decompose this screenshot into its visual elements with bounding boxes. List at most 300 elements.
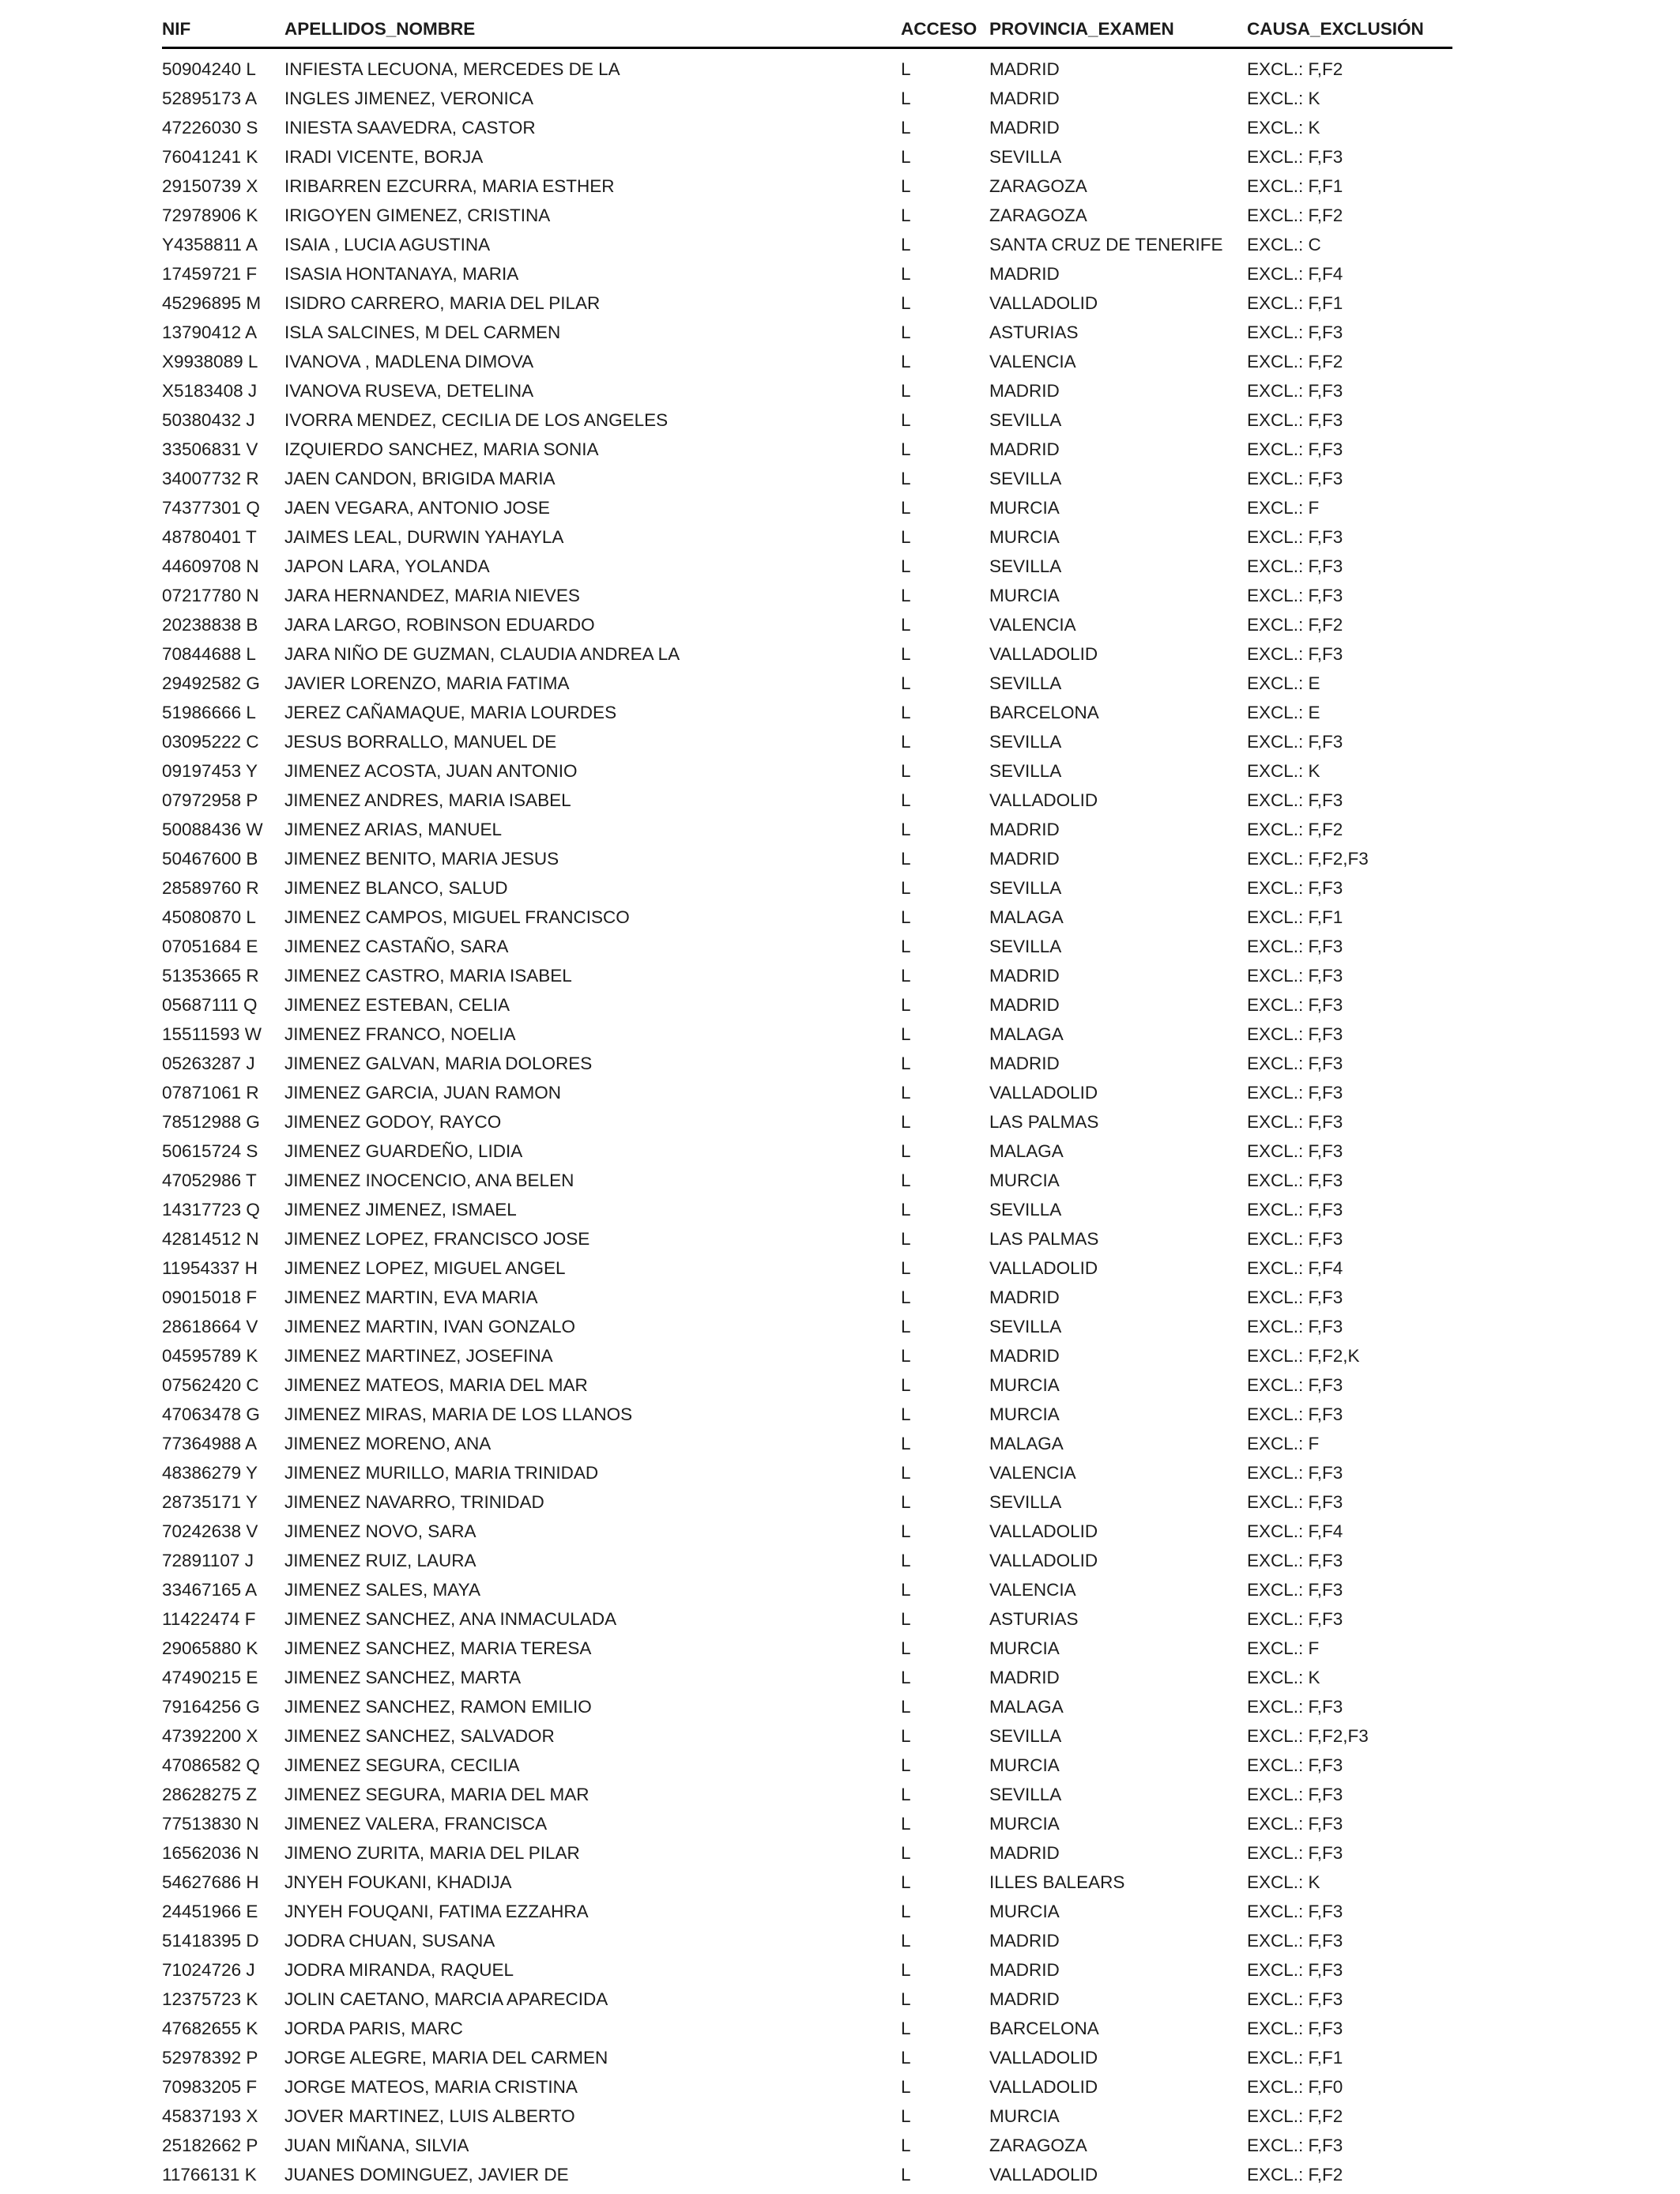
nif-cell: 29492582 G	[162, 673, 260, 693]
provincia-examen-cell: MURCIA	[989, 526, 1060, 547]
nif-cell: 11766131 K	[162, 2164, 257, 2185]
acceso-cell: L	[901, 2105, 911, 2126]
causa-exclusion-cell: EXCL.: F,F0	[1247, 2076, 1343, 2097]
provincia-examen-cell: VALLADOLID	[989, 2164, 1098, 2185]
acceso-cell: L	[901, 760, 911, 781]
nif-cell: 29065880 K	[162, 1638, 258, 1658]
nif-cell: 20238838 B	[162, 614, 258, 635]
apellidos-nombre-cell: JIMENEZ VALERA, FRANCISCA	[284, 1813, 548, 1834]
table-row	[162, 1692, 1452, 1721]
nif-cell: 42814512 N	[162, 1228, 259, 1249]
apellidos-nombre-cell: JOVER MARTINEZ, LUIS ALBERTO	[284, 2105, 575, 2126]
causa-exclusion-cell: EXCL.: F,F2,F3	[1247, 848, 1369, 869]
nif-cell: 79164256 G	[162, 1696, 260, 1717]
causa-exclusion-cell: EXCL.: F,F3	[1247, 1842, 1343, 1863]
acceso-cell: L	[901, 1140, 911, 1161]
apellidos-nombre-cell: JIMENEZ MIRAS, MARIA DE LOS LLANOS	[284, 1404, 633, 1424]
apellidos-nombre-cell: JIMENEZ MARTIN, EVA MARIA	[284, 1287, 538, 1307]
acceso-cell: L	[901, 643, 911, 664]
nif-cell: 07871061 R	[162, 1082, 259, 1103]
apellidos-nombre-cell: JIMENEZ CAMPOS, MIGUEL FRANCISCO	[284, 907, 630, 927]
provincia-examen-cell: VALLADOLID	[989, 1521, 1098, 1541]
causa-exclusion-cell: EXCL.: K	[1247, 117, 1320, 138]
provincia-examen-cell: LAS PALMAS	[989, 1111, 1099, 1132]
causa-exclusion-cell: EXCL.: F	[1247, 1638, 1320, 1658]
acceso-cell: L	[901, 2076, 911, 2097]
apellidos-nombre-cell: JIMENEZ SEGURA, MARIA DEL MAR	[284, 1784, 590, 1804]
provincia-examen-cell: MALAGA	[989, 1140, 1064, 1161]
provincia-examen-cell: SEVILLA	[989, 1784, 1062, 1804]
causa-exclusion-cell: EXCL.: K	[1247, 1872, 1320, 1892]
nif-cell: 51986666 L	[162, 702, 256, 722]
causa-exclusion-cell: EXCL.: E	[1247, 673, 1320, 693]
provincia-examen-cell: SEVILLA	[989, 1199, 1062, 1220]
causa-exclusion-cell: EXCL.: F,F4	[1247, 1521, 1343, 1541]
apellidos-nombre-cell: IVANOVA RUSEVA, DETELINA	[284, 380, 534, 401]
acceso-cell: L	[901, 673, 911, 693]
table-row	[162, 230, 1452, 259]
apellidos-nombre-cell: JIMENEZ GARCIA, JUAN RAMON	[284, 1082, 562, 1103]
provincia-examen-cell: MADRID	[989, 1989, 1060, 2009]
header-apellidos-nombre: APELLIDOS_NOMBRE	[284, 14, 901, 48]
causa-exclusion-cell: EXCL.: F,F2	[1247, 58, 1343, 79]
causa-exclusion-cell: EXCL.: F,F2	[1247, 205, 1343, 225]
causa-exclusion-cell: EXCL.: F,F3	[1247, 936, 1343, 956]
provincia-examen-cell: MURCIA	[989, 1638, 1060, 1658]
causa-exclusion-cell: EXCL.: F,F3	[1247, 790, 1343, 810]
acceso-cell: L	[901, 1111, 911, 1132]
apellidos-nombre-cell: JIMENEZ BLANCO, SALUD	[284, 877, 508, 898]
provincia-examen-cell: SEVILLA	[989, 1316, 1062, 1336]
apellidos-nombre-cell: JIMENEZ FRANCO, NOELIA	[284, 1023, 516, 1044]
acceso-cell: L	[901, 58, 911, 79]
nif-cell: 48386279 Y	[162, 1462, 258, 1483]
nif-cell: 33506831 V	[162, 439, 258, 459]
table-row	[162, 1049, 1452, 1078]
table-row	[162, 1604, 1452, 1634]
acceso-cell: L	[901, 1374, 911, 1395]
table-row	[162, 1166, 1452, 1195]
apellidos-nombre-cell: JORGE ALEGRE, MARIA DEL CARMEN	[284, 2047, 608, 2068]
provincia-examen-cell: MADRID	[989, 994, 1060, 1015]
provincia-examen-cell: SEVILLA	[989, 673, 1062, 693]
nif-cell: 17459721 F	[162, 263, 258, 284]
header-provincia-examen: PROVINCIA_EXAMEN	[989, 14, 1247, 48]
causa-exclusion-cell: EXCL.: F,F3	[1247, 1404, 1343, 1424]
nif-cell: 07562420 C	[162, 1374, 259, 1395]
apellidos-nombre-cell: JIMENEZ INOCENCIO, ANA BELEN	[284, 1170, 574, 1190]
acceso-cell: L	[901, 1345, 911, 1366]
nif-cell: 28735171 Y	[162, 1491, 258, 1512]
causa-exclusion-cell: EXCL.: F,F3	[1247, 1579, 1343, 1600]
acceso-cell: L	[901, 1082, 911, 1103]
apellidos-nombre-cell: JIMENEZ LOPEZ, FRANCISCO JOSE	[284, 1228, 590, 1249]
table-row	[162, 1926, 1452, 1955]
nif-cell: 05687111 Q	[162, 994, 258, 1015]
acceso-cell: L	[901, 1901, 911, 1921]
table-row	[162, 201, 1452, 230]
table-row	[162, 639, 1452, 669]
provincia-examen-cell: MURCIA	[989, 1170, 1060, 1190]
apellidos-nombre-cell: JIMENEZ SANCHEZ, SALVADOR	[284, 1725, 555, 1746]
nif-cell: 70983205 F	[162, 2076, 258, 2097]
apellidos-nombre-cell: IZQUIERDO SANCHEZ, MARIA SONIA	[284, 439, 599, 459]
causa-exclusion-cell: EXCL.: F,F3	[1247, 146, 1343, 167]
acceso-cell: L	[901, 1696, 911, 1717]
table-row	[162, 903, 1452, 932]
causa-exclusion-cell: EXCL.: F,F3	[1247, 439, 1343, 459]
provincia-examen-cell: MADRID	[989, 117, 1060, 138]
nif-cell: 07217780 N	[162, 585, 259, 605]
provincia-examen-cell: VALLADOLID	[989, 1257, 1098, 1278]
nif-cell: 47490215 E	[162, 1667, 258, 1687]
exclusion-list-table	[162, 14, 1452, 2189]
acceso-cell: L	[901, 1989, 911, 2009]
acceso-cell: L	[901, 2135, 911, 2155]
apellidos-nombre-cell: ISLA SALCINES, M DEL CARMEN	[284, 322, 561, 342]
acceso-cell: L	[901, 1404, 911, 1424]
provincia-examen-cell: MADRID	[989, 1842, 1060, 1863]
apellidos-nombre-cell: IRADI VICENTE, BORJA	[284, 146, 484, 167]
table-row	[162, 2131, 1452, 2160]
table-row	[162, 1429, 1452, 1458]
provincia-examen-cell: MADRID	[989, 1287, 1060, 1307]
acceso-cell: L	[901, 468, 911, 488]
table-row	[162, 376, 1452, 405]
nif-cell: 77364988 A	[162, 1433, 258, 1453]
nif-cell: 11422474 F	[162, 1608, 256, 1629]
apellidos-nombre-cell: JAEN VEGARA, ANTONIO JOSE	[284, 497, 550, 518]
causa-exclusion-cell: EXCL.: F,F3	[1247, 2135, 1343, 2155]
table-row	[162, 172, 1452, 201]
acceso-cell: L	[901, 2047, 911, 2068]
apellidos-nombre-cell: JIMENEZ MARTINEZ, JOSEFINA	[284, 1345, 553, 1366]
acceso-cell: L	[901, 1755, 911, 1775]
causa-exclusion-cell: EXCL.: F,F3	[1247, 1228, 1343, 1249]
provincia-examen-cell: MURCIA	[989, 585, 1060, 605]
provincia-examen-cell: VALENCIA	[989, 1579, 1076, 1600]
apellidos-nombre-cell: JIMENEZ SANCHEZ, RAMON EMILIO	[284, 1696, 592, 1717]
acceso-cell: L	[901, 1784, 911, 1804]
apellidos-nombre-cell: IRIBARREN EZCURRA, MARIA ESTHER	[284, 175, 615, 196]
acceso-cell: L	[901, 1842, 911, 1863]
provincia-examen-cell: MALAGA	[989, 907, 1064, 927]
provincia-examen-cell: MALAGA	[989, 1696, 1064, 1717]
table-row	[162, 1546, 1452, 1575]
nif-cell: 07051684 E	[162, 936, 258, 956]
table-row	[162, 961, 1452, 990]
apellidos-nombre-cell: JIMENEZ MORENO, ANA	[284, 1433, 492, 1453]
provincia-examen-cell: VALLADOLID	[989, 1550, 1098, 1570]
nif-cell: 52978392 P	[162, 2047, 258, 2068]
causa-exclusion-cell: EXCL.: F,F3	[1247, 1111, 1343, 1132]
causa-exclusion-cell: EXCL.: F,F2	[1247, 614, 1343, 635]
causa-exclusion-cell: EXCL.: F,F2	[1247, 819, 1343, 839]
apellidos-nombre-cell: IVANOVA , MADLENA DIMOVA	[284, 351, 534, 371]
acceso-cell: L	[901, 409, 911, 430]
table-header	[162, 14, 1452, 48]
apellidos-nombre-cell: INIESTA SAAVEDRA, CASTOR	[284, 117, 536, 138]
nif-cell: 47086582 Q	[162, 1755, 260, 1775]
nif-cell: 45296895 M	[162, 292, 262, 313]
nif-cell: 15511593 W	[162, 1023, 262, 1044]
causa-exclusion-cell: EXCL.: F,F2,K	[1247, 1345, 1360, 1366]
table-row	[162, 756, 1452, 786]
nif-cell: 28618664 V	[162, 1316, 258, 1336]
nif-cell: 50380432 J	[162, 409, 255, 430]
causa-exclusion-cell: EXCL.: F,F3	[1247, 468, 1343, 488]
table-row	[162, 1341, 1452, 1370]
acceso-cell: L	[901, 1930, 911, 1951]
table-row	[162, 1634, 1452, 1663]
apellidos-nombre-cell: JODRA MIRANDA, RAQUEL	[284, 1959, 514, 1980]
provincia-examen-cell: MURCIA	[989, 1813, 1060, 1834]
provincia-examen-cell: SEVILLA	[989, 1725, 1062, 1746]
provincia-examen-cell: SEVILLA	[989, 1491, 1062, 1512]
table-row	[162, 1224, 1452, 1253]
nif-cell: 51418395 D	[162, 1930, 259, 1951]
table-row	[162, 464, 1452, 493]
apellidos-nombre-cell: JIMENEZ ANDRES, MARIA ISABEL	[284, 790, 571, 810]
nif-cell: 45837193 X	[162, 2105, 258, 2126]
table-body	[162, 48, 1452, 2190]
provincia-examen-cell: BARCELONA	[989, 2018, 1099, 2038]
provincia-examen-cell: SEVILLA	[989, 731, 1062, 752]
provincia-examen-cell: MURCIA	[989, 1901, 1060, 1921]
causa-exclusion-cell: EXCL.: F,F3	[1247, 1696, 1343, 1717]
table-row	[162, 2014, 1452, 2043]
table-row	[162, 1721, 1452, 1751]
causa-exclusion-cell: EXCL.: F,F3	[1247, 1959, 1343, 1980]
provincia-examen-cell: ZARAGOZA	[989, 175, 1087, 196]
apellidos-nombre-cell: JESUS BORRALLO, MANUEL DE	[284, 731, 557, 752]
provincia-examen-cell: MALAGA	[989, 1023, 1064, 1044]
causa-exclusion-cell: EXCL.: F,F3	[1247, 1989, 1343, 2009]
apellidos-nombre-cell: JIMENEZ ESTEBAN, CELIA	[284, 994, 510, 1015]
table-row	[162, 493, 1452, 522]
nif-cell: 70242638 V	[162, 1521, 258, 1541]
provincia-examen-cell: MADRID	[989, 1345, 1060, 1366]
causa-exclusion-cell: EXCL.: F,F3	[1247, 1901, 1343, 1921]
table-row	[162, 1897, 1452, 1926]
acceso-cell: L	[901, 351, 911, 371]
table-row	[162, 1020, 1452, 1049]
nif-cell: 50904240 L	[162, 58, 256, 79]
nif-cell: 47682655 K	[162, 2018, 258, 2038]
causa-exclusion-cell: EXCL.: C	[1247, 234, 1321, 254]
nif-cell: 05263287 J	[162, 1053, 255, 1073]
acceso-cell: L	[901, 175, 911, 196]
apellidos-nombre-cell: JIMENEZ CASTAÑO, SARA	[284, 936, 509, 956]
causa-exclusion-cell: EXCL.: F,F3	[1247, 556, 1343, 576]
apellidos-nombre-cell: JIMENEZ SANCHEZ, MARIA TERESA	[284, 1638, 592, 1658]
table-row	[162, 259, 1452, 288]
apellidos-nombre-cell: JIMENEZ SEGURA, CECILIA	[284, 1755, 520, 1775]
nif-cell: 48780401 T	[162, 526, 257, 547]
apellidos-nombre-cell: IVORRA MENDEZ, CECILIA DE LOS ANGELES	[284, 409, 669, 430]
provincia-examen-cell: LAS PALMAS	[989, 1228, 1099, 1249]
apellidos-nombre-cell: JORDA PARIS, MARC	[284, 2018, 463, 2038]
provincia-examen-cell: MADRID	[989, 88, 1060, 108]
nif-cell: 78512988 G	[162, 1111, 260, 1132]
apellidos-nombre-cell: JIMENEZ NAVARRO, TRINIDAD	[284, 1491, 544, 1512]
causa-exclusion-cell: EXCL.: F,F3	[1247, 1023, 1343, 1044]
table-row	[162, 347, 1452, 376]
apellidos-nombre-cell: JIMENEZ LOPEZ, MIGUEL ANGEL	[284, 1257, 566, 1278]
nif-cell: 13790412 A	[162, 322, 258, 342]
nif-cell: 74377301 Q	[162, 497, 260, 518]
apellidos-nombre-cell: JUAN MIÑANA, SILVIA	[284, 2135, 469, 2155]
table-row	[162, 2072, 1452, 2102]
table-row	[162, 1985, 1452, 2014]
table-row	[162, 727, 1452, 756]
causa-exclusion-cell: EXCL.: F,F1	[1247, 292, 1343, 313]
provincia-examen-cell: MALAGA	[989, 1433, 1064, 1453]
table-row	[162, 1517, 1452, 1546]
nif-cell: X5183408 J	[162, 380, 258, 401]
causa-exclusion-cell: EXCL.: F,F3	[1247, 409, 1343, 430]
provincia-examen-cell: VALLADOLID	[989, 643, 1098, 664]
table-row	[162, 1663, 1452, 1692]
acceso-cell: L	[901, 1725, 911, 1746]
table-row	[162, 1458, 1452, 1487]
table-row	[162, 1137, 1452, 1166]
acceso-cell: L	[901, 234, 911, 254]
apellidos-nombre-cell: JIMENEZ SANCHEZ, MARTA	[284, 1667, 522, 1687]
provincia-examen-cell: VALENCIA	[989, 1462, 1076, 1483]
acceso-cell: L	[901, 702, 911, 722]
nif-cell: 09197453 Y	[162, 760, 258, 781]
nif-cell: 77513830 N	[162, 1813, 259, 1834]
apellidos-nombre-cell: INFIESTA LECUONA, MERCEDES DE LA	[284, 58, 620, 79]
acceso-cell: L	[901, 1053, 911, 1073]
provincia-examen-cell: MADRID	[989, 965, 1060, 986]
provincia-examen-cell: ASTURIAS	[989, 1608, 1079, 1629]
causa-exclusion-cell: EXCL.: F	[1247, 497, 1320, 518]
causa-exclusion-cell: EXCL.: K	[1247, 760, 1320, 781]
causa-exclusion-cell: EXCL.: F,F1	[1247, 175, 1343, 196]
apellidos-nombre-cell: JIMENEZ SALES, MAYA	[284, 1579, 480, 1600]
apellidos-nombre-cell: JNYEH FOUQANI, FATIMA EZZAHRA	[284, 1901, 589, 1921]
table-row	[162, 2043, 1452, 2072]
acceso-cell: L	[901, 907, 911, 927]
nif-cell: 70844688 L	[162, 643, 256, 664]
exclusion-list	[162, 14, 1452, 2189]
causa-exclusion-cell: EXCL.: F,F3	[1247, 322, 1343, 342]
table-row	[162, 2160, 1452, 2189]
causa-exclusion-cell: EXCL.: F,F3	[1247, 965, 1343, 986]
apellidos-nombre-cell: JNYEH FOUKANI, KHADIJA	[284, 1872, 512, 1892]
acceso-cell: L	[901, 994, 911, 1015]
acceso-cell: L	[901, 1228, 911, 1249]
table-row	[162, 1253, 1452, 1283]
table-row	[162, 1283, 1452, 1312]
apellidos-nombre-cell: ISAIA , LUCIA AGUSTINA	[284, 234, 491, 254]
causa-exclusion-cell: EXCL.: F,F3	[1247, 1784, 1343, 1804]
acceso-cell: L	[901, 731, 911, 752]
apellidos-nombre-cell: JODRA CHUAN, SUSANA	[284, 1930, 495, 1951]
table-row	[162, 1838, 1452, 1868]
acceso-cell: L	[901, 1170, 911, 1190]
nif-cell: 16562036 N	[162, 1842, 259, 1863]
table-row	[162, 1370, 1452, 1400]
apellidos-nombre-cell: JOLIN CAETANO, MARCIA APARECIDA	[284, 1989, 608, 2009]
provincia-examen-cell: SEVILLA	[989, 146, 1062, 167]
nif-cell: 72891107 J	[162, 1550, 254, 1570]
acceso-cell: L	[901, 1316, 911, 1336]
provincia-examen-cell: MADRID	[989, 848, 1060, 869]
table-row	[162, 288, 1452, 318]
apellidos-nombre-cell: JIMENEZ MURILLO, MARIA TRINIDAD	[284, 1462, 599, 1483]
causa-exclusion-cell: EXCL.: E	[1247, 702, 1320, 722]
causa-exclusion-cell: EXCL.: F,F3	[1247, 731, 1343, 752]
causa-exclusion-cell: EXCL.: F,F3	[1247, 1287, 1343, 1307]
provincia-examen-cell: BARCELONA	[989, 702, 1099, 722]
acceso-cell: L	[901, 1257, 911, 1278]
causa-exclusion-cell: EXCL.: F,F1	[1247, 2047, 1343, 2068]
apellidos-nombre-cell: JARA NIÑO DE GUZMAN, CLAUDIA ANDREA LA	[284, 643, 680, 664]
provincia-examen-cell: MADRID	[989, 380, 1060, 401]
provincia-examen-cell: VALENCIA	[989, 351, 1076, 371]
table-row	[162, 1487, 1452, 1517]
provincia-examen-cell: MURCIA	[989, 497, 1060, 518]
provincia-examen-cell: MADRID	[989, 263, 1060, 284]
table-row	[162, 1400, 1452, 1429]
table-row	[162, 932, 1452, 961]
apellidos-nombre-cell: JARA HERNANDEZ, MARIA NIEVES	[284, 585, 580, 605]
provincia-examen-cell: SEVILLA	[989, 877, 1062, 898]
acceso-cell: L	[901, 380, 911, 401]
causa-exclusion-cell: EXCL.: F,F3	[1247, 1374, 1343, 1395]
nif-cell: 14317723 Q	[162, 1199, 260, 1220]
causa-exclusion-cell: EXCL.: F,F2	[1247, 2164, 1343, 2185]
apellidos-nombre-cell: JARA LARGO, ROBINSON EDUARDO	[284, 614, 595, 635]
nif-cell: 50467600 B	[162, 848, 258, 869]
acceso-cell: L	[901, 965, 911, 986]
provincia-examen-cell: MADRID	[989, 819, 1060, 839]
acceso-cell: L	[901, 205, 911, 225]
acceso-cell: L	[901, 1813, 911, 1834]
provincia-examen-cell: VALLADOLID	[989, 2047, 1098, 2068]
apellidos-nombre-cell: JIMENEZ CASTRO, MARIA ISABEL	[284, 965, 572, 986]
apellidos-nombre-cell: JIMENEZ BENITO, MARIA JESUS	[284, 848, 559, 869]
acceso-cell: L	[901, 614, 911, 635]
nif-cell: 09015018 F	[162, 1287, 258, 1307]
causa-exclusion-cell: EXCL.: F,F3	[1247, 380, 1343, 401]
causa-exclusion-cell: EXCL.: F,F3	[1247, 526, 1343, 547]
apellidos-nombre-cell: JAEN CANDON, BRIGIDA MARIA	[284, 468, 556, 488]
acceso-cell: L	[901, 1608, 911, 1629]
causa-exclusion-cell: EXCL.: F,F3	[1247, 1462, 1343, 1483]
acceso-cell: L	[901, 146, 911, 167]
apellidos-nombre-cell: JIMENEZ RUIZ, LAURA	[284, 1550, 477, 1570]
header-acceso: ACCESO	[901, 14, 989, 48]
table-row	[162, 990, 1452, 1020]
nif-cell: 34007732 R	[162, 468, 259, 488]
acceso-cell: L	[901, 117, 911, 138]
provincia-examen-cell: VALLADOLID	[989, 1082, 1098, 1103]
table-row	[162, 1955, 1452, 1985]
table-row	[162, 1312, 1452, 1341]
acceso-cell: L	[901, 1462, 911, 1483]
provincia-examen-cell: SEVILLA	[989, 409, 1062, 430]
acceso-cell: L	[901, 1491, 911, 1512]
causa-exclusion-cell: EXCL.: F,F3	[1247, 994, 1343, 1015]
causa-exclusion-cell: EXCL.: F,F3	[1247, 1199, 1343, 1220]
provincia-examen-cell: VALLADOLID	[989, 2076, 1098, 2097]
causa-exclusion-cell: EXCL.: K	[1247, 88, 1320, 108]
provincia-examen-cell: MADRID	[989, 1053, 1060, 1073]
